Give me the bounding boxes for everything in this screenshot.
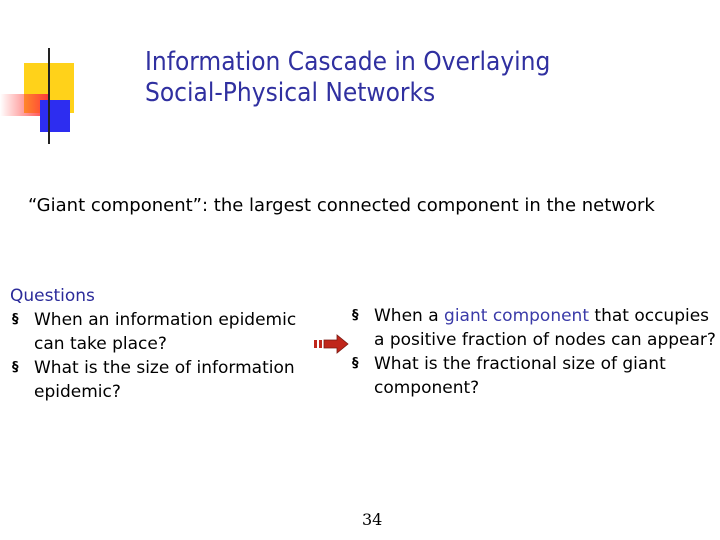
questions-list: [10, 308, 310, 404]
questions-heading: Questions: [10, 286, 95, 306]
right-arrow-icon: [313, 334, 349, 354]
questions-block: [10, 284, 310, 404]
definition-text: “Giant component”: the largest connected component in the network: [28, 195, 655, 216]
title-line-2: Social-Physical Networks: [145, 78, 436, 108]
giant-component-highlight: giant component: [444, 306, 589, 326]
answers-list: [350, 304, 718, 400]
answers-block: [350, 304, 718, 400]
decor-blue-square: [40, 100, 70, 132]
answer-item-suffix: that occupies a positive fraction of nodes can appear?: [374, 306, 716, 350]
slide-title: [145, 47, 550, 109]
question-item: § What is the size of information epidemic?: [10, 356, 310, 404]
page-number: 34: [362, 510, 383, 529]
question-item: § When an information epidemic can take place?: [10, 308, 310, 356]
answer-item: [350, 304, 718, 352]
answer-item: § What is the fractional size of giant component?: [350, 352, 718, 400]
title-line-1: Information Cascade in Overlaying: [145, 47, 551, 77]
answer-item-prefix: When a: [374, 306, 445, 326]
